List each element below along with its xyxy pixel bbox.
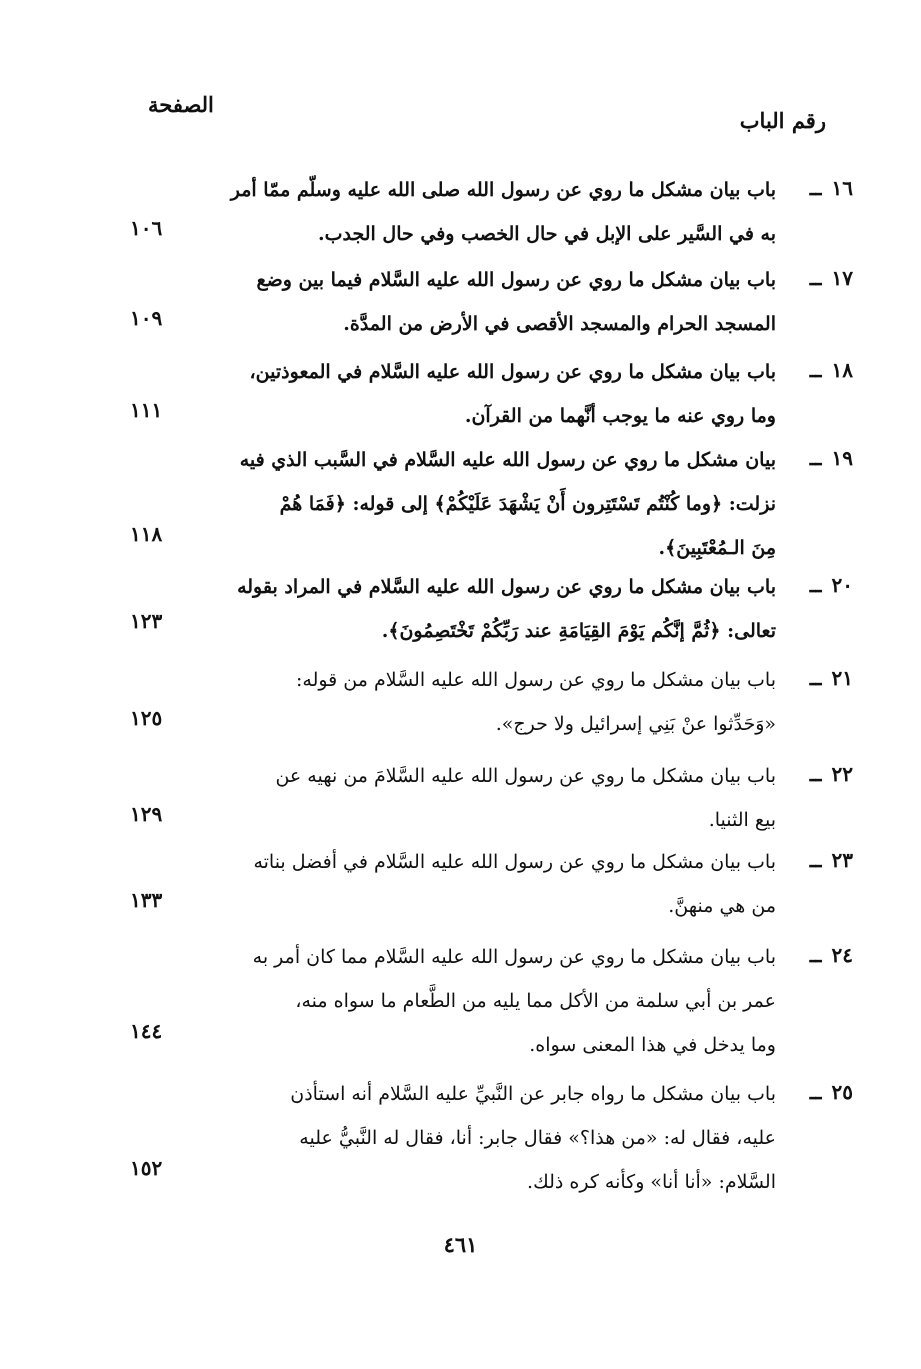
entry-number: ١٦ــ (809, 176, 853, 200)
entry-page-number: ١١٨ (130, 522, 163, 546)
entry-title: باب بيان مشكل ما روي عن رسول الله عليه السَّلامَ من نهيه عن بيع الثنيا. (275, 765, 776, 831)
entry-title: باب بيان مشكل ما روي عن رسول الله عليه السَّلام في المعوذتين، وما روي عنه ما يوجب أنَّهما من القرآن. (249, 361, 776, 427)
entry-page-number: ١٤٤ (130, 1019, 163, 1043)
entry-page-number: ١٠٦ (130, 216, 163, 240)
entry-title: باب بيان مشكل ما روي عن رسول الله عليه السَّلام فيما بين وضع المسجد الحرام والمسجد الأقصى في الأرض من المدَّة. (256, 269, 776, 335)
entry-title: باب بيان مشكل ما روي عن رسول الله عليه السَّلام من قوله: «وَحَدِّثوا عنْ بَنِي إسرائيل ولا حرج». (295, 669, 776, 735)
entry-title: باب بيان مشكل ما روي عن رسول الله عليه السَّلام مما كان أمر به عمر بن أبي سلمة من الأكل مما يليه من الطَّعام ما سواه منه، وما يدخل في هذا المعنى سواه. (252, 946, 776, 1056)
chapter-number-header: رقم الباب (739, 108, 826, 133)
page-column-header: الصفحة (148, 92, 214, 117)
entry-page-number: ١٢٥ (130, 706, 163, 730)
entry-page-number: ١٠٩ (130, 306, 163, 330)
entry-number: ٢١ــ (809, 666, 853, 690)
entry-title: باب بيان مشكل ما روي عن رسول الله صلى الله عليه وسلّم ممّا أمر به في السَّير على الإبل في حال الخصب وفي حال الجدب. (230, 179, 776, 245)
entry-number: ٢٠ــ (809, 573, 853, 597)
entry-title: بيان مشكل ما روي عن رسول الله عليه السَّلام في السَّبب الذي فيه نزلت: ﴿وما كُنْتُم تَسْتَتِرون أَنْ يَشْهَدَ عَلَيْكُمْ﴾ إلى قوله: ﴿فَمَا هُمْ مِنَ الـمُعْتَبِينَ﴾. (239, 449, 776, 559)
entry-number: ٢٥ــ (809, 1080, 853, 1104)
entry-number: ١٩ــ (809, 446, 853, 470)
entry-number: ٢٣ــ (809, 848, 853, 872)
entry-page-number: ١٢٣ (130, 609, 163, 633)
entry-number: ٢٢ــ (809, 762, 853, 786)
entry-page-number: ١٥٢ (130, 1156, 163, 1180)
entry-number: ٢٤ــ (809, 943, 853, 967)
entry-title: باب بيان مشكل ما روي عن رسول الله عليه السَّلام في أفضل بناته من هي منهنَّ. (253, 851, 776, 917)
entry-number: ١٨ــ (809, 358, 853, 382)
entry-title: باب بيان مشكل ما روي عن رسول الله عليه السَّلام في المراد بقوله تعالى: ﴿ثُمَّ إنَّكُم يَوْمَ القِيَامَةِ عند رَبِّكُمْ تَخْتَصِمُونَ﴾. (237, 576, 776, 642)
entry-page-number: ١١١ (130, 398, 163, 422)
entry-page-number: ١٢٩ (130, 802, 163, 826)
entry-page-number: ١٣٣ (130, 888, 163, 912)
entry-number: ١٧ــ (809, 266, 853, 290)
page-number: ٤٦١ (443, 1232, 478, 1257)
entry-title: باب بيان مشكل ما رواه جابر عن النَّبيِّ عليه السَّلام أنه استأذن عليه، فقال له: «من هذا؟» فقال جابر: أنا، فقال له النَّبيُّ عليه السَّلام: «أنا أنا» وكأنه كره ذلك. (290, 1083, 776, 1193)
